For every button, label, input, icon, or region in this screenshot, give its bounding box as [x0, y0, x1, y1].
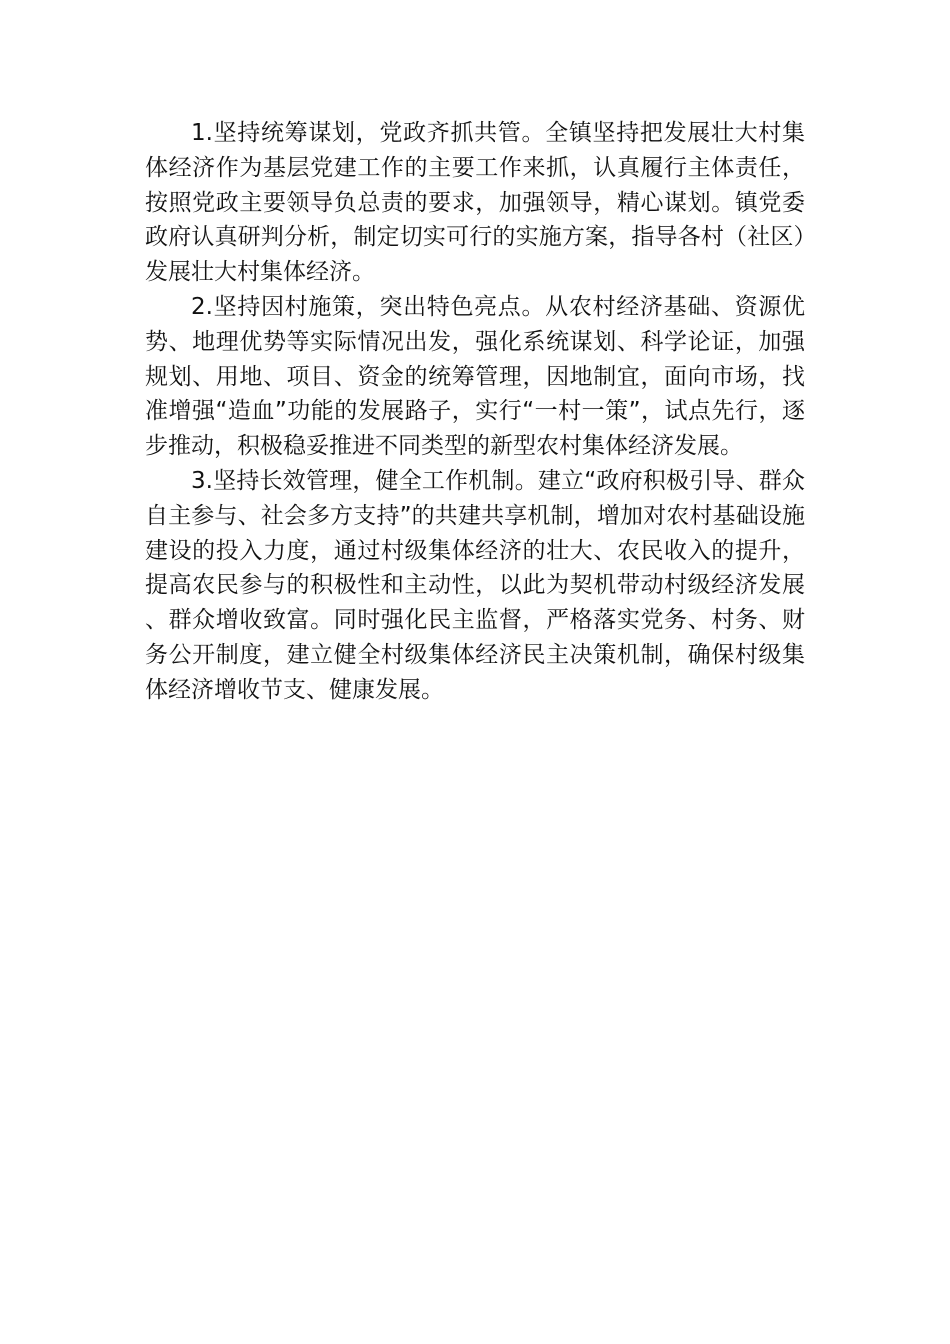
paragraph-1: 1.坚持统筹谋划，党政齐抓共管。全镇坚持把发展壮大村集体经济作为基层党建工作的主要工作来抓，认真履行主体责任，按照党政主要领导负总责的要求，加强领导，精心谋划。镇党委政府认真研判分析，制定切实可行的实施方案，指导各村（社区）发展壮大村集体经济。 [145, 120, 805, 286]
paragraph-2: 2.坚持因村施策，突出特色亮点。从农村经济基础、资源优势、地理优势等实际情况出发，强化系统谋划、科学论证，加强规划、用地、项目、资金的统筹管理，因地制宜，面向市场，找准增强“造血”功能的发展路子，实行“一村一策”，试点先行，逐步推动，积极稳妥推进不同类型的新型农村集体经济发展。 [145, 293, 805, 460]
document-body [145, 116, 805, 708]
paragraph-3: 3.坚持长效管理，健全工作机制。建立“政府积极引导、群众自主参与、社会多方支持”的共建共享机制，增加对农村基础设施建设的投入力度，通过村级集体经济的壮大、农民收入的提升，提高农民参与的积极性和主动性，以此为契机带动村级经济发展、群众增收致富。同时强化民主监督，严格落实党务、村务、财务公开制度，建立健全村级集体经济民主决策机制，确保村级集体经济增收节支、健康发展。 [145, 467, 805, 703]
